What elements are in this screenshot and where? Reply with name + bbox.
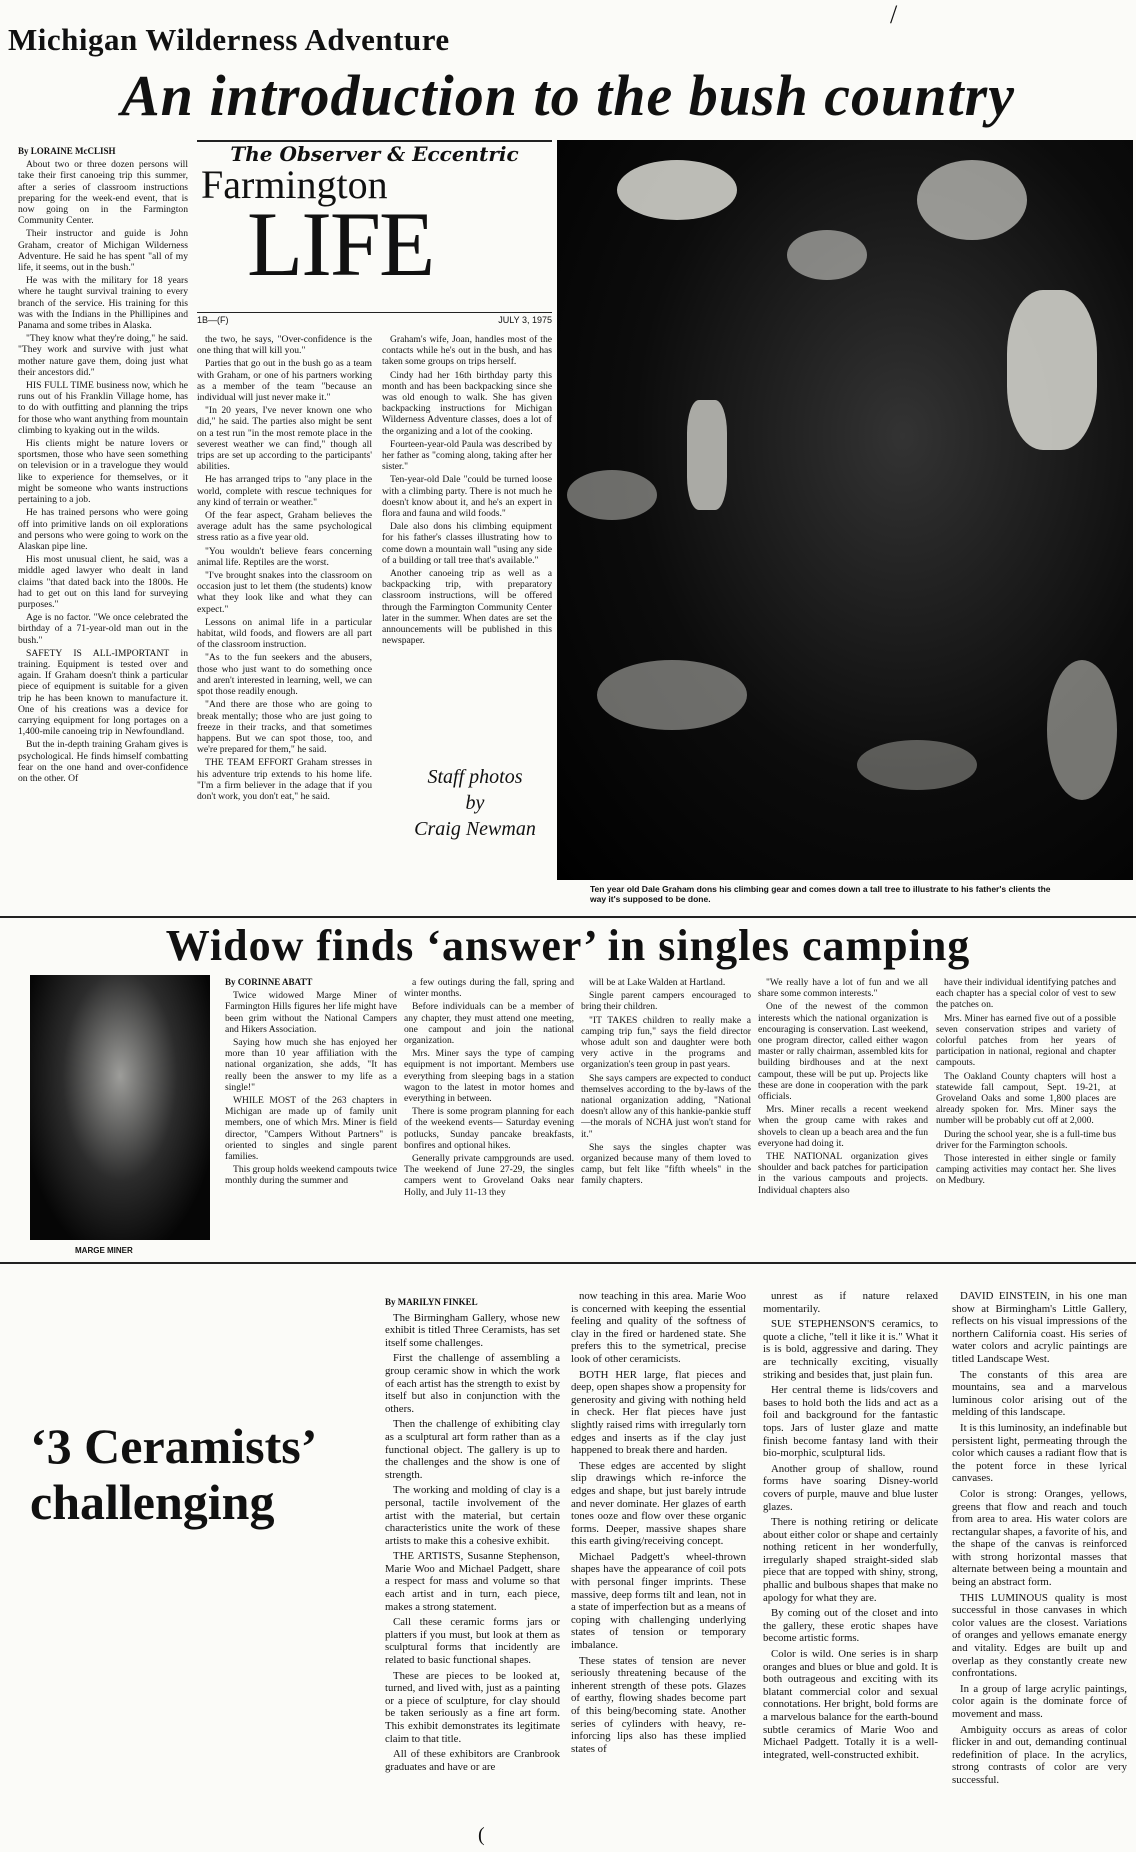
paragraph: All of these exhibitors are Cranbrook graduates and have or are [385, 1748, 560, 1773]
column-text [382, 334, 552, 646]
photo-highlight [1047, 660, 1117, 800]
paragraph: His most unusual client, he said, was a middle aged lawyer who dealt in land claims "that dated back into the 1800s. He had to get out on this land for surveying purposes." [18, 554, 188, 610]
paragraph: Color is strong: Oranges, yellows, greens that flow and reach and touch from area to area. His water colors are rectangular shapes, a favorite of his, and the shape of the canvas is reinforced with strong horizontal masses that alternate between being a mountain and being an abstract form. [952, 1487, 1127, 1589]
photo-caption: MARGE MINER [75, 1246, 133, 1255]
article3-headline [30, 1418, 317, 1530]
column-text [225, 990, 397, 1186]
paragraph: She says the singles chapter was organized because many of them loved to camp, but felt like "fifth wheels" in the family chapters. [581, 1141, 751, 1187]
paragraph: Then the challenge of exhibiting clay as a sculptural art form rather than as a functional object. The gallery is up to the challenges and the show is one of strength. [385, 1418, 560, 1481]
paragraph: Mrs. Miner says the type of camping equipment is not important. Members use everything from sleeping bags in a station wagon to the latest in motor homes and everything in between. [404, 1048, 574, 1105]
paragraph: By coming out of the closet and into the gallery, these erotic shapes have become artistic forms. [763, 1607, 938, 1645]
byline: By MARILYN FINKEL [385, 1297, 478, 1307]
paragraph: WHILE MOST of the 263 chapters in Michigan are made up of family unit members, one of which Mrs. Miner is field director, "Campers Without Partners" is oriented to singles and single parent families. [225, 1095, 397, 1163]
article2-column-4 [758, 977, 928, 1247]
paragraph: Her central theme is lids/covers and bases to hold both the lids and act as a foil and background for the fantastic tops. Jars of luster glaze and matte finish become fantasy land with their bio-morphic, sculptural lids. [763, 1384, 938, 1460]
article3-column-4 [952, 1290, 1127, 1824]
paragraph: Lessons on animal life in a particular habitat, wild foods, and flowers are all part of the classroom instruction. [197, 616, 372, 651]
column-text [571, 1290, 746, 1755]
credit-line-2: by [465, 792, 485, 814]
paragraph: The constants of this area are mountains, sea and a marvelous luminous color arising out of the melding of this landscape. [952, 1368, 1127, 1419]
article1-column-1 [18, 146, 188, 906]
dateline [197, 312, 552, 325]
paragraph: Mrs. Miner has earned five out of a possible seven conservation stripes and variety of colorful patches from her years of participation in national, regional and chapter campouts. [936, 1012, 1116, 1069]
masthead [197, 140, 552, 302]
article2-column-1 [225, 977, 397, 1247]
staff-photo-credit [400, 764, 550, 842]
paragraph: Generally private campgrounds are used. The weekend of June 27-29, the singles campers went to Groveland Oaks near Holly, and July 11-13 they [404, 1153, 574, 1198]
paragraph: "As to the fun seekers and the abusers, those who just want to do something once and aren't interested in learning, well, we can spot those readily enough. [197, 652, 372, 698]
photo-highlight [857, 740, 977, 790]
article3-column-3 [763, 1290, 938, 1824]
article2-column-2 [404, 977, 574, 1247]
page-number: 1B—(F) [197, 315, 229, 325]
paragraph: Those interested in either single or family camping activities may contact her. She lives on Medbury. [936, 1153, 1116, 1187]
paragraph: He has trained persons who were going off into primitive lands on oil explorations and persons who were going to work on the Alaskan pipe line. [18, 507, 188, 552]
paragraph: HIS FULL TIME business now, which he runs out of his Franklin Village home, has to do with outfitting and planning the trips for those who want anything from mountain climbing to kyaking out in the wilds. [18, 380, 188, 436]
paragraph: "They know what they're doing," he said. "They work and survive with just what mother nature gave them, doing just what their ancestors did." [18, 333, 188, 378]
paragraph: "In 20 years, I've never known one who did," he said. The parties also might be sent on a test run "in the most remote place in the severest weather we can find," though all trips are set up according to the participants' abilities. [197, 405, 372, 473]
paragraph: His clients might be nature lovers or sportsmen, those who have seen something on television or in a travelogue they would like to experience for themselves, or it might be someone who wants instructions pertaining to a job. [18, 438, 188, 506]
paragraph: DAVID EINSTEIN, in his one man show at Birmingham's Little Gallery, reflects on his visual impressions of the northern California coast. His series of water colors and acrylic paintings are titled Landscape West. [952, 1290, 1127, 1365]
paragraph: "I've brought snakes into the classroom on occasion just to let them (the students) know what they look like and what they can expect." [197, 570, 372, 615]
paragraph: About two or three dozen persons will take their first canoeing trip this summer, after a series of classroom instructions preparing for the week-end event, that is now going on in the Farmington Community Center. [18, 159, 188, 227]
paragraph: One of the newest of the common interests which the national organization is encouraging is conservation. Last weekend, one program director, called either wagon master or rally chairman, assembled kits for building birdhouses and at the next campout, these will be put up. Projects like these are done in cooperation with the park officials. [758, 1001, 928, 1103]
column-text [404, 977, 574, 1198]
paragraph: Michael Padgett's wheel-thrown shapes have the appearance of coil pots with personal finger imprints. These massive, deep forms tilt and lean, not in a state of imperfection but as a means of coping with challenging underlying states of tension or temporary imbalance. [571, 1550, 746, 1652]
paragraph: There is some program planning for each of the weekend events— Saturday evening potlucks, Sunday pancake breakfasts, bonfires and optional hikes. [404, 1106, 574, 1151]
stray-mark: ( [478, 1824, 485, 1846]
paragraph: Dale also dons his climbing equipment for his father's classes illustrating how to come down a mountain wall "using any side of a building or tall tree that's available." [382, 521, 552, 566]
paragraph: These edges are accented by slight slip drawings which re-inforce the edges and shape, but just barely intrude and never dominate. Her glazes of earth tones ooze and flow over these organic forms. Deeper, massive shapes share this earth giving/receiving concept. [571, 1459, 746, 1548]
byline: By CORINNE ABATT [225, 977, 313, 987]
article1-column-2 [197, 334, 372, 906]
paragraph: In a group of large acrylic paintings, color again is the dominate force of movement and mass. [952, 1682, 1127, 1720]
paragraph: During the school year, she is a full-time bus driver for the Farmington schools. [936, 1128, 1116, 1151]
photo-highlight [567, 470, 657, 520]
paragraph: She says campers are expected to conduct themselves according to the by-laws of the national organization adding, "National doesn't allow any of this hankie-pankie stuff—the morals of NCHA just won't stand for it." [581, 1072, 751, 1140]
paragraph: Fourteen-year-old Paula was described by her father as "coming along, taking after her sister." [382, 438, 552, 473]
stray-mark: / [890, 0, 898, 29]
paragraph: Age is no factor. "We once celebrated the birthday of a 71-year-old man out in the bush." [18, 612, 188, 646]
column-text [936, 977, 1116, 1187]
paragraph: THIS LUMINOUS quality is most successful in those canvases in which color values are the closest. Variations of oranges and yellows emanate energy and vitality. Edges are built up and overlap as they constantly create new confrontations. [952, 1591, 1127, 1680]
paragraph: He was with the military for 18 years where he taught survival training to every branch of the service. His training for this was with the Indians in the Phillipines and Panama and some tribes in Alaska. [18, 275, 188, 332]
divider [0, 1262, 1136, 1264]
paragraph: "And there are those who are going to break mentally; those who are just going to freeze in their tracks, and that sometimes happens. But we can spot those, too, and we're prepared for them," he said. [197, 699, 372, 756]
issue-date: JULY 3, 1975 [498, 315, 552, 325]
paragraph: now teaching in this area. Marie Woo is concerned with keeping the essential feeling and quality of the softness of clay in the fired or hardened state. She prefers this to the symetrical, precise look of other ceramicists. [571, 1290, 746, 1365]
section-kicker: Michigan Wilderness Adventure [8, 22, 450, 57]
photo-highlight [617, 160, 737, 220]
paragraph: Parties that go out in the bush go as a team with Graham, or one of his partners working as a member of the team "because an individual will just never make it." [197, 358, 372, 404]
credit-line-1: Staff photos [427, 766, 523, 788]
paragraph: a few outings during the fall, spring and winter months. [404, 977, 574, 1000]
paragraph: Single parent campers encouraged to bring their children. [581, 990, 751, 1013]
article2-column-5 [936, 977, 1116, 1247]
paragraph: But the in-depth training Graham gives is psychological. He finds himself combatting fear on the one hand and over-confidence on the other. Of [18, 739, 188, 784]
paragraph: BOTH HER large, flat pieces and deep, open shapes show a propensity for generosity and giving with nothing held in check. Her flat pieces have just slightly raised rims with irregularly torn edges and inserts as if the clay just happened to break there and harden. [571, 1368, 746, 1457]
main-headline: An introduction to the bush country [121, 63, 1015, 128]
paragraph: "IT TAKES children to really make a camping trip fun," says the field director whose adult son and daughter were both very active in the programs and organization's teen group in past years. [581, 1014, 751, 1071]
marge-miner-photo [30, 975, 210, 1240]
paragraph: "We really have a lot of fun and we all share some common interests." [758, 977, 928, 1000]
divider [0, 916, 1136, 918]
column-text [763, 1290, 938, 1761]
paragraph: Another canoeing trip as well as a backpacking trip, with preparatory classroom instructions, will be offered through the Farmington Community Center later in the summer. When dates are set the announcements will be published in this newspaper. [382, 568, 552, 647]
headline-line-1: ‘3 Ceramists’ [30, 1418, 318, 1474]
article3-column-1 [385, 1296, 560, 1824]
photo-highlight [917, 160, 1027, 240]
column-text [758, 977, 928, 1196]
paragraph: Of the fear aspect, Graham believes the average adult has the same psychological stress ratio as a five year old. [197, 510, 372, 544]
paragraph: Their instructor and guide is John Graham, creator of Michigan Wilderness Adventure. He said he has spent "all of my life, it seems, out in the bush." [18, 228, 188, 274]
photo-highlight [1007, 290, 1097, 450]
photo-highlight [597, 660, 747, 730]
column-text [197, 334, 372, 802]
photo-caption: Ten year old Dale Graham dons his climbing gear and comes down a tall tree to illustrate to his father's clients the way it's supposed to be done. [590, 884, 1051, 904]
paragraph: Before individuals can be a member of any chapter, they must attend one meeting, one campout and join the national organization. [404, 1001, 574, 1047]
paragraph: will be at Lake Walden at Hartland. [589, 977, 726, 988]
paragraph: Ten-year-old Dale "could be turned loose with a climbing party. There is not much he doesn't know about it, and he's an expert in flora and fauna and wild foods." [382, 474, 552, 520]
paragraph: Twice widowed Marge Miner of Farmington Hills figures her life might have been grim without the National Campers and Hikers Association. [225, 990, 397, 1035]
paragraph: The Oakland County chapters will host a statewide fall campout, Sept. 19-21, at Groveland Oaks and some 1,800 places are already spoken for. Mrs. Miner says the number will be probably cut off at 2,000. [936, 1070, 1116, 1127]
paragraph: These are pieces to be looked at, turned, and lived with, just as a painting or a piece of sculpture, for clay should be taken seriously as a fine art form. This exhibit demonstrates its legitimate claim to that title. [385, 1669, 560, 1745]
paragraph: First the challenge of assembling a group ceramic show in which the work of each artist has the strength to exist by itself but also in conjunction with the others. [385, 1352, 560, 1415]
column-text [385, 1312, 560, 1774]
paragraph: SAFETY IS ALL-IMPORTANT in training. Equipment is tested over and again. If Graham doesn't think a particular piece of equipment is suitable for a given trip he has been known to manufacture it. One of his creations was a device for carrying equipment for long portages on a 1,400-mile canoeing trip in Newfoundland. [18, 647, 188, 738]
headline-line-2: challenging [30, 1474, 275, 1530]
paragraph: Ambiguity occurs as areas of color flicker in and out, demanding continual redefinition of place. In the acrylics, strong contrasts of color are very successful. [952, 1723, 1127, 1786]
paragraph: Another group of shallow, round forms have soaring Disney-world covers of purple, mauve and blue luster glazes. [763, 1462, 938, 1513]
paragraph: the two, he says, "Over-confidence is the one thing that will kill you." [197, 334, 372, 357]
article2-column-3 [581, 977, 751, 1247]
column-text [18, 159, 188, 784]
newspaper-name: The Observer & Eccentric [230, 142, 519, 166]
paragraph: There is nothing retiring or delicate about either color or shape and certainly nothing reticent in her wonderfully, irregularly shaped straight-sided slab piece that are topped with shiny, strong, phallic and bulbous shapes that make no apology for what they are. [763, 1516, 938, 1604]
paragraph: Color is wild. One series is in sharp oranges and blues or blue and gold. It is both outrageous and exciting with its blatant commercial color and sexual connotations. Her bright, bold forms are a marvelous balance for the earth-bound subtle ceramics of Marie Woo and Michael Padgett. Totally it is a well-integrated, well-constructed exhibit. [763, 1648, 938, 1761]
paragraph: Mrs. Miner recalls a recent weekend when the group came with rakes and shovels to clean up a beach area and the fun everyone had doing it. [758, 1104, 928, 1149]
climbing-photo [557, 140, 1133, 880]
paragraph: This group holds weekend campouts twice monthly during the summer and [225, 1164, 397, 1187]
paragraph: The working and molding of clay is a personal, tactile involvement of the artist with the material, but certain characteristics unite the work of these artists to make this a cohesive exhibit. [385, 1484, 560, 1547]
paragraph: have their individual identifying patches and each chapter has a special color of vest to sew the patches on. [936, 977, 1116, 1011]
section-town: Farmington [201, 162, 388, 207]
column-text [581, 977, 751, 1187]
article2-headline: Widow finds ‘answer’ in singles camping [165, 921, 971, 970]
paragraph: THE TEAM EFFORT Graham stresses in his adventure trip extends to his home life. "I'm a firm believer in the adage that if you don't work, you don't eat," he said. [197, 757, 372, 802]
paragraph: The Birmingham Gallery, whose new exhibit is titled Three Ceramists, has set itself some challenges. [385, 1311, 560, 1349]
paragraph: THE NATIONAL organization gives shoulder and back patches for participation in the various campouts and projects. Individual chapters also [758, 1151, 928, 1196]
paragraph: Call these ceramic forms jars or platters if you must, but look at them as sculptural forms that incidently are related to basic functional shapes. [385, 1616, 560, 1667]
paragraph: Saying how much she has enjoyed her more than 10 year affiliation with the national organization, she adds, "It has really been the answer to my life as a single!" [225, 1037, 397, 1093]
paragraph: unrest as if nature relaxed momentarily. [763, 1290, 938, 1315]
section-name: LIFE [247, 193, 434, 295]
column-text [952, 1290, 1127, 1787]
byline: By LORAINE McCLISH [18, 146, 116, 156]
divider [197, 312, 552, 313]
article3-column-2 [571, 1290, 746, 1824]
credit-line-3: Craig Newman [414, 818, 536, 840]
paragraph: These states of tension are never seriously threatening because of the inherent strength of these pots. Glazes of earthy, flowing shades become part of this being/becoming state. Another series of cylinders with heavy, re-inforcing lips also has these implied states of [571, 1654, 746, 1755]
article1-column-3 [382, 334, 552, 754]
paragraph: SUE STEPHENSON'S ceramics, to quote a cliche, "tell it like it is." What it is is bold, aggressive and daring. They are technically exciting, visually striking and besides that, just plain fun. [763, 1318, 938, 1381]
paragraph: Cindy had her 16th birthday party this month and has been backpacking since she was old enough to walk. She has given backpacking instructions for Michigan Wilderness Adventure classes, does a lot of the organizing and a lot of the cooking. [382, 369, 552, 437]
paragraph: It is this luminosity, an indefinable but persistent light, permeating through the color which causes a radiant flow that is the potent force in these lyrical canvases. [952, 1421, 1127, 1485]
photo-highlight [787, 230, 867, 280]
paragraph: THE ARTISTS, Susanne Stephenson, Marie Woo and Michael Padgett, share a respect for mass and volume so that each artist and in turn, each piece, makes a strong statement. [385, 1550, 560, 1613]
paragraph: Graham's wife, Joan, handles most of the contacts while he's out in the bush, and has taken some groups on trips herself. [382, 334, 552, 368]
paragraph: "You wouldn't believe fears concerning animal life. Reptiles are the worst. [197, 545, 372, 568]
paragraph: He has arranged trips to "any place in the world, complete with rescue techniques for any kind of terrain or weather." [197, 474, 372, 508]
photo-highlight [687, 400, 727, 510]
